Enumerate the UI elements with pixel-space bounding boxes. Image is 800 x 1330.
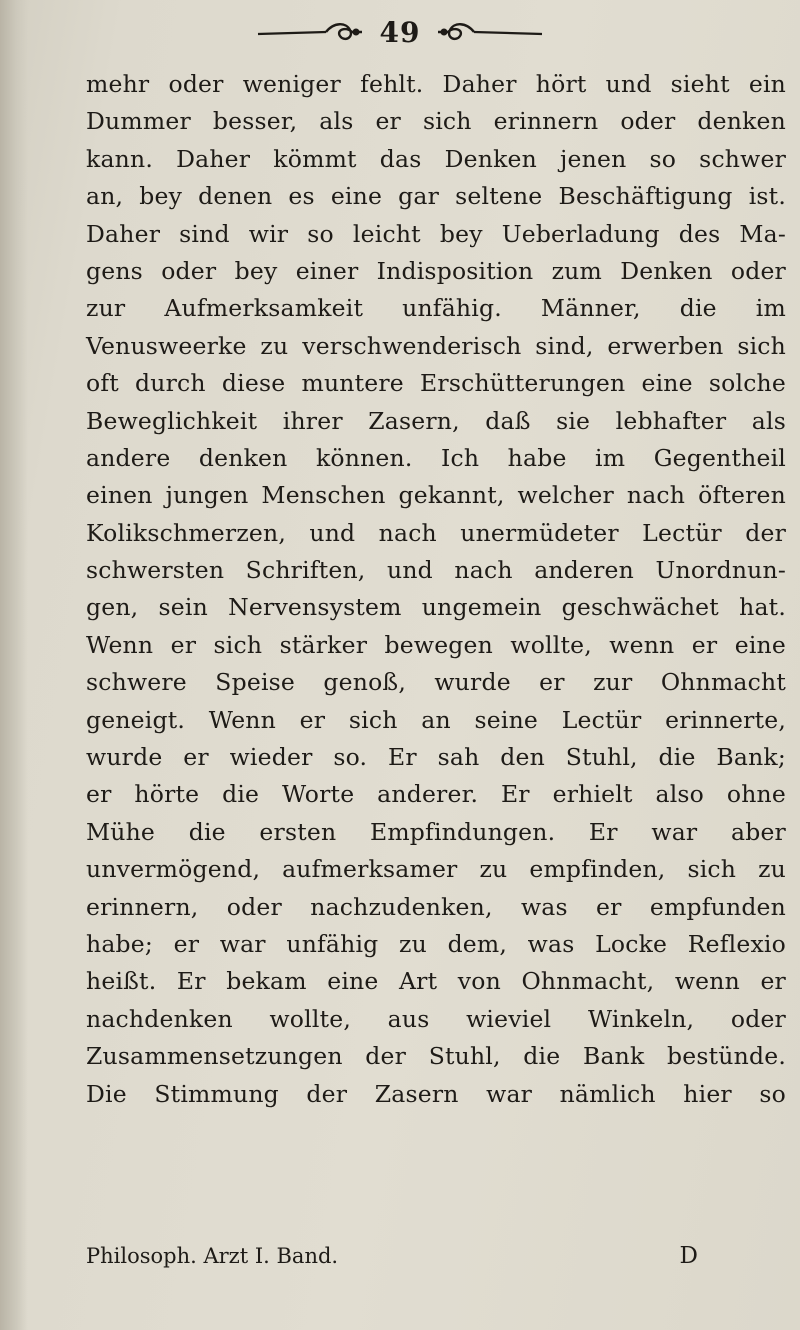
- text-line: gens oder bey einer Indisposition zum Denken oder: [86, 256, 786, 285]
- text-line: erinnern, oder nachzudenken, was er empfunden: [86, 892, 786, 921]
- text-line: mehr oder weniger fehlt. Daher hört und sieht ein: [86, 70, 786, 98]
- right-flourish-icon: [434, 18, 544, 46]
- text-line: unvermögend, aufmerksamer zu empfinden, sich zu: [86, 855, 786, 884]
- text-line: gen, sein Nervensystem ungemein geschwächet hat.: [86, 593, 786, 622]
- body-text: [86, 66, 786, 1113]
- text-line: Daher sind wir so leicht bey Ueberladung des Ma-: [86, 219, 786, 248]
- text-line: schwere Speise genoß, wurde er zur Ohnmacht: [86, 668, 786, 697]
- text-line: einen jungen Menschen gekannt, welcher nach öfteren: [86, 481, 786, 510]
- text-line: oft durch diese muntere Erschütterungen eine solche: [86, 369, 786, 398]
- page-footer: [86, 1236, 778, 1276]
- text-line: Venusweerke zu verschwenderisch sind, erwerben sich: [86, 331, 786, 360]
- text-line: kann. Daher kömmt das Denken jenen so schwer: [86, 144, 786, 173]
- text-line: Beweglichkeit ihrer Zasern, daß sie lebhafter als: [86, 406, 786, 435]
- running-title: Philosoph. Arzt I. Band.: [86, 1244, 339, 1268]
- page-gutter: [0, 0, 28, 1330]
- text-line: Kolikschmerzen, und nach unermüdeter Lectür der: [86, 518, 786, 547]
- signature-mark: D: [679, 1243, 698, 1269]
- text-line: Dummer besser, als er sich erinnern oder denken: [86, 107, 786, 136]
- text-line: Mühe die ersten Empfindungen. Er war aber: [86, 817, 786, 846]
- text-line: Die Stimmung der Zasern war nämlich hier so: [86, 1079, 786, 1108]
- text-line: habe; er war unfähig zu dem, was Locke Reflexio: [86, 929, 786, 958]
- text-line: heißt. Er bekam eine Art von Ohnmacht, wenn er: [86, 967, 786, 996]
- text-line: andere denken können. Ich habe im Gegentheil: [86, 443, 786, 472]
- text-line: er hörte die Worte anderer. Er erhielt also ohne: [86, 780, 786, 809]
- text-line: schwersten Schriften, und nach anderen Unordnun-: [86, 556, 786, 585]
- text-line: Wenn er sich stärker bewegen wollte, wenn er eine: [86, 630, 786, 659]
- page-header: [0, 12, 800, 52]
- left-flourish-icon: [256, 18, 366, 46]
- text-line: zur Aufmerksamkeit unfähig. Männer, die im: [86, 294, 786, 323]
- text-line: Zusammensetzungen der Stuhl, die Bank bestünde.: [86, 1042, 786, 1071]
- text-line: geneigt. Wenn er sich an seine Lectür erinnerte,: [86, 705, 786, 734]
- text-line: nachdenken wollte, aus wieviel Winkeln, oder: [86, 1004, 786, 1033]
- text-line: an, bey denen es eine gar seltene Beschäftigung ist.: [86, 182, 786, 211]
- page-number: 49: [379, 15, 421, 49]
- text-line: wurde er wieder so. Er sah den Stuhl, die Bank;: [86, 743, 786, 772]
